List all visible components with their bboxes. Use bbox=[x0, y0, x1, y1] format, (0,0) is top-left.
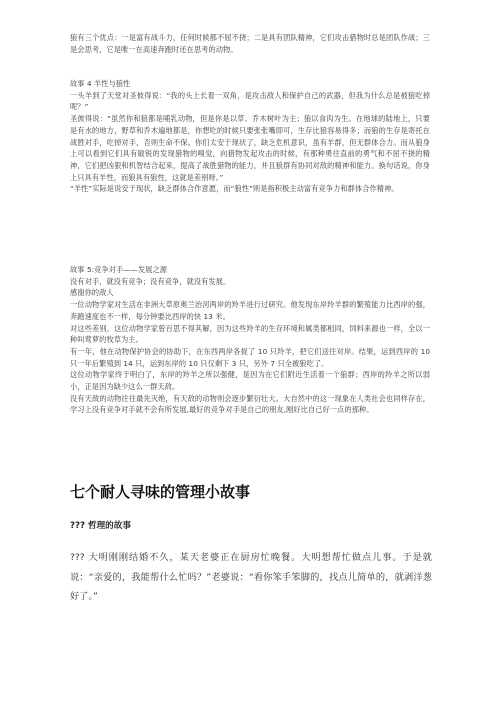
story-5-section bbox=[70, 264, 430, 416]
paragraph: 没有天敌的动物往往最先灭绝，有天敌的动物则会逐步繁衍壮大。大自然中的这一现象在人类社会也同样存在，学习上没有竞争对手就不会有所发展,最好的竞争对手是自己的朋友,刚好比自己好一点的那种。 bbox=[70, 393, 430, 415]
section-heading: 故事 5:竞争对手——发展之源 bbox=[70, 265, 168, 274]
intro-section bbox=[70, 32, 430, 55]
paragraph: 对这些差别，这位动物学家曾百思不得其解，因为这些羚羊的生存环境和属类都相同，饲料来源也一样，全以一种叫莺萝的牧草为主。 bbox=[70, 323, 430, 345]
paragraph: 狼有三个优点：一是富有战斗力，任何时候都不屈不挠；二是具有团队精神，它们攻击猎物时总是团队作战；三是会思考，它是唯一在高速奔跑时还在思考的动物。 bbox=[70, 33, 430, 54]
story-4-section bbox=[70, 78, 430, 195]
paragraph: 一头羊到了天堂对圣彼得说：“我的头上长着一双角，是攻击敌人和保护自己的武器，但我为什么总是被狼吃掉呢？” bbox=[70, 90, 430, 112]
paragraph: 圣彼得说：“虽然你和狼都是哺乳动物，但是你是以草、乔木树叶为主；狼以食肉为生。在地球的陆地上，只要是有水的地方，野草和乔木遍地都是，你想吃的时候只要张张嘴即可，生存比狼容易得多；而狼的生存是寄托在战胜对手，吃掉对手，否则生命不保。你们太安于现状了，缺乏危机意识，虽有羊群，但无群体合力。而从狼身上可以看到它们具有敏锐的发现猎物的嗅觉，向猎物发起攻击的时候，有那种勇往直前的勇气和不屈不挠的精神，它们把凶狠和机智结合起来，提高了战胜猎物的能力，并且狼群有协同对敌的精神和能力。换句话说，你身上只具有羊性，而狼具有狼性，这就是差别呀。” bbox=[70, 114, 430, 182]
paragraph: “羊性”实际是说安于现状，缺乏群体合作意愿，而“狼性”则是指积极主动富有竞争力和群体合作精神。 bbox=[70, 184, 399, 194]
paragraph: 有一年，他在动物保护协会的协助下，在东西两岸各捉了 10 只羚羊，把它们送往对岸。结果，运到西岸的 10 只一年后繁殖到 14 只，运到东岸的 10 只仅剩下 3 只，另外 7 只全被狼吃了。 bbox=[70, 346, 430, 368]
paragraph: 这位动物学家终于明白了，东岸的羚羊之所以强健，是因为在它们附近生活着一个狼群；西岸的羚羊之所以弱小，正是因为缺少这么一群天敌。 bbox=[70, 370, 430, 392]
story-paragraph: ??? 大明刚刚结婚不久，某天老婆正在厨房忙晚餐。大明想帮忙做点儿事。于是就说：“亲爱的，我能帮什么忙吗？”老婆说：“看你笨手笨脚的，找点儿简单的，就剥洋葱好了。” bbox=[70, 552, 432, 602]
paragraph: 没有对手，就没有竞争；没有竞争，就没有发展。 bbox=[70, 276, 231, 286]
subheading: 感谢你的敌人 bbox=[70, 288, 114, 298]
paragraph: 一位动物学家对生活在非洲大草原奥兰治河两岸的羚羊进行过研究。他发现东岸羚羊群的繁殖能力比西岸的强，奔跑速度也不一样，每分钟要比西岸的快 13 米。 bbox=[70, 300, 430, 321]
page-title: 七个耐人寻味的管理小故事 bbox=[70, 483, 251, 501]
section-heading: 故事 4 羊性与狼性 bbox=[70, 79, 131, 88]
story-title: ??? 哲理的故事 bbox=[70, 521, 131, 531]
